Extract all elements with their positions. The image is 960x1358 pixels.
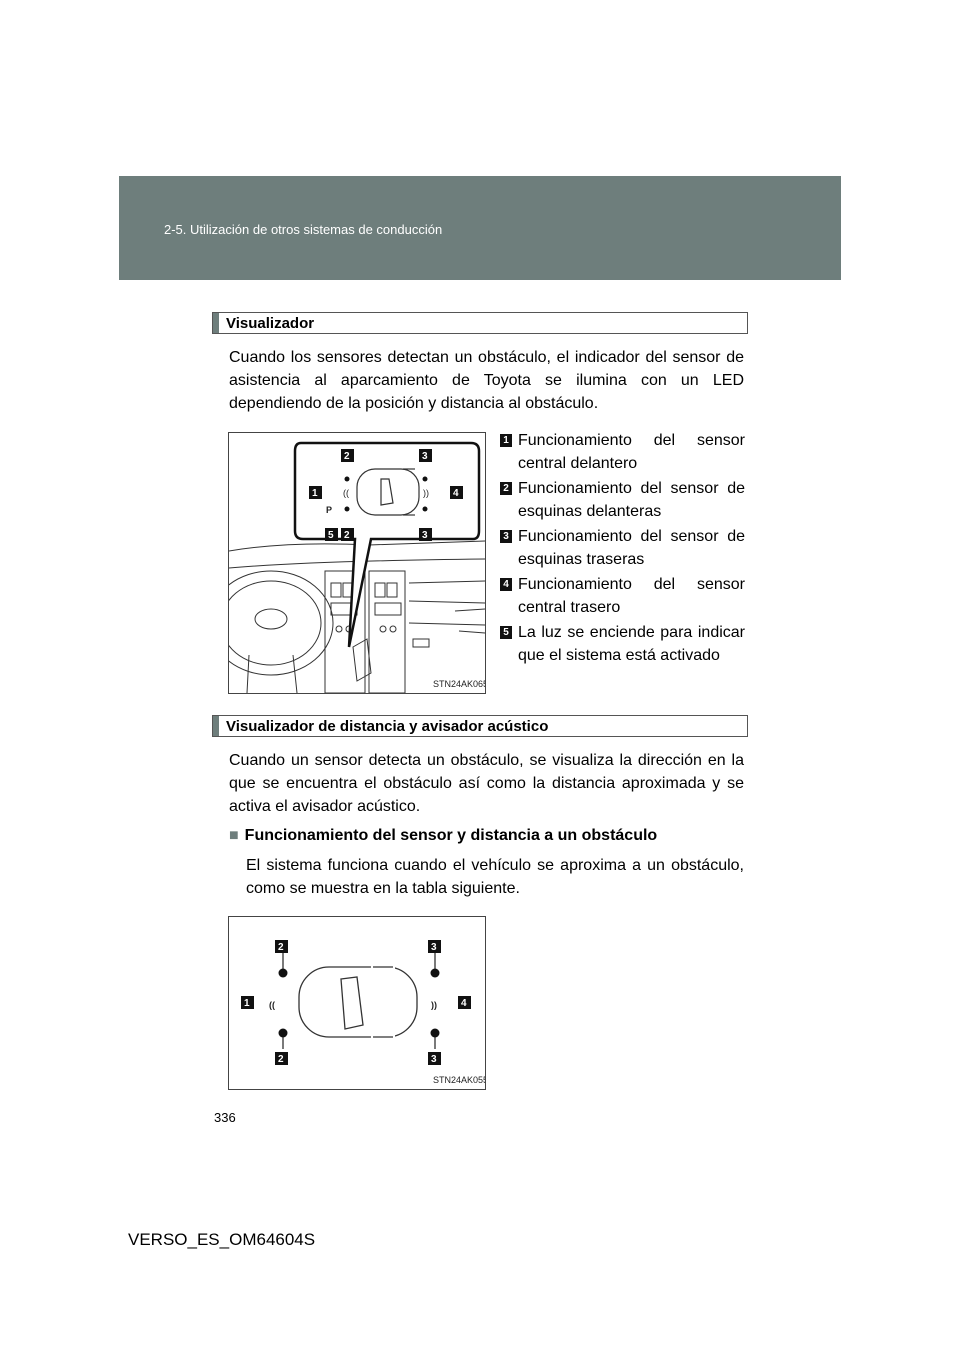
parking-indicator: P (326, 505, 333, 515)
svg-text:3: 3 (422, 451, 428, 462)
heading-accent (213, 716, 219, 736)
section2-paragraph: Cuando un sensor detecta un obstáculo, se visualiza la dirección en la que se encuentra el obstáculo así como la distancia aproximada y se activa el avisador acústico. (229, 752, 744, 815)
svg-text:3: 3 (422, 530, 428, 541)
page-header (119, 176, 841, 280)
document-code: VERSO_ES_OM64604S (128, 1230, 316, 1249)
section-breadcrumb: 2-5. Utilización de otros sistemas de conducción (164, 222, 443, 237)
sensor-display-figure (228, 916, 486, 1090)
section1-paragraph: Cuando los sensores detectan un obstáculo, el indicador del sensor de asistencia al aparcamiento de Toyota se ilumina con un LED dependiendo de la posición y distancia al obstáculo. (229, 349, 744, 412)
section-title: Visualizador (226, 315, 315, 332)
section-title: Visualizador de distancia y avisador acústico (226, 718, 549, 735)
sensor-legend-list (500, 429, 745, 669)
section-heading-visualizador (212, 312, 748, 334)
bullet-paragraph: El sistema funciona cuando el vehículo se aproxima a un obstáculo, como se muestra en la tabla siguiente. (246, 857, 744, 897)
svg-text:5: 5 (328, 530, 334, 541)
bullet-heading (229, 827, 657, 845)
svg-text:4: 4 (461, 998, 467, 1009)
sensor-waves-left-icon: (( (343, 488, 349, 498)
sensor-waves-right-icon: )) (423, 488, 429, 498)
list-item (500, 429, 745, 475)
number-badge: 4 (500, 578, 512, 591)
svg-text:2: 2 (278, 942, 284, 953)
list-item-text: Funcionamiento del sensor central delantero (518, 432, 745, 472)
heading-accent (213, 313, 219, 333)
svg-text:2: 2 (344, 451, 350, 462)
svg-text:1: 1 (312, 488, 318, 499)
list-item (500, 621, 745, 667)
svg-text:2: 2 (278, 1054, 284, 1065)
page-number: 336 (214, 1110, 236, 1125)
number-badge: 3 (500, 530, 512, 543)
list-item-text: Funcionamiento del sensor central trasero (518, 576, 745, 616)
number-badge: 5 (500, 626, 512, 639)
svg-text:3: 3 (431, 942, 437, 953)
list-item (500, 525, 745, 571)
svg-text:1: 1 (244, 998, 250, 1009)
figure-code: STN24AK065 (433, 679, 485, 689)
sensor-waves-left-icon: (( (269, 1000, 275, 1010)
list-item (500, 573, 745, 619)
list-item-text: Funcionamiento del sensor de esquinas delanteras (518, 480, 745, 520)
sensor-waves-right-icon: )) (431, 1000, 437, 1010)
section-heading-distancia (212, 715, 748, 737)
bullet-title: Funcionamiento del sensor y distancia a un obstáculo (244, 827, 658, 844)
dashboard-figure (228, 432, 486, 694)
list-item (500, 477, 745, 523)
list-item-text: La luz se enciende para indicar que el sistema está activado (518, 624, 745, 664)
list-item-text: Funcionamiento del sensor de esquinas traseras (518, 528, 745, 568)
sensor-display-illustration (229, 917, 485, 1089)
number-badge: 2 (500, 482, 512, 495)
number-badge: 1 (500, 434, 512, 447)
dashboard-illustration (229, 433, 485, 693)
figure-code: STN24AK055 (433, 1075, 485, 1085)
svg-text:4: 4 (453, 488, 459, 499)
svg-text:3: 3 (431, 1054, 437, 1065)
square-bullet-icon: ■ (229, 827, 239, 844)
svg-text:2: 2 (344, 530, 350, 541)
